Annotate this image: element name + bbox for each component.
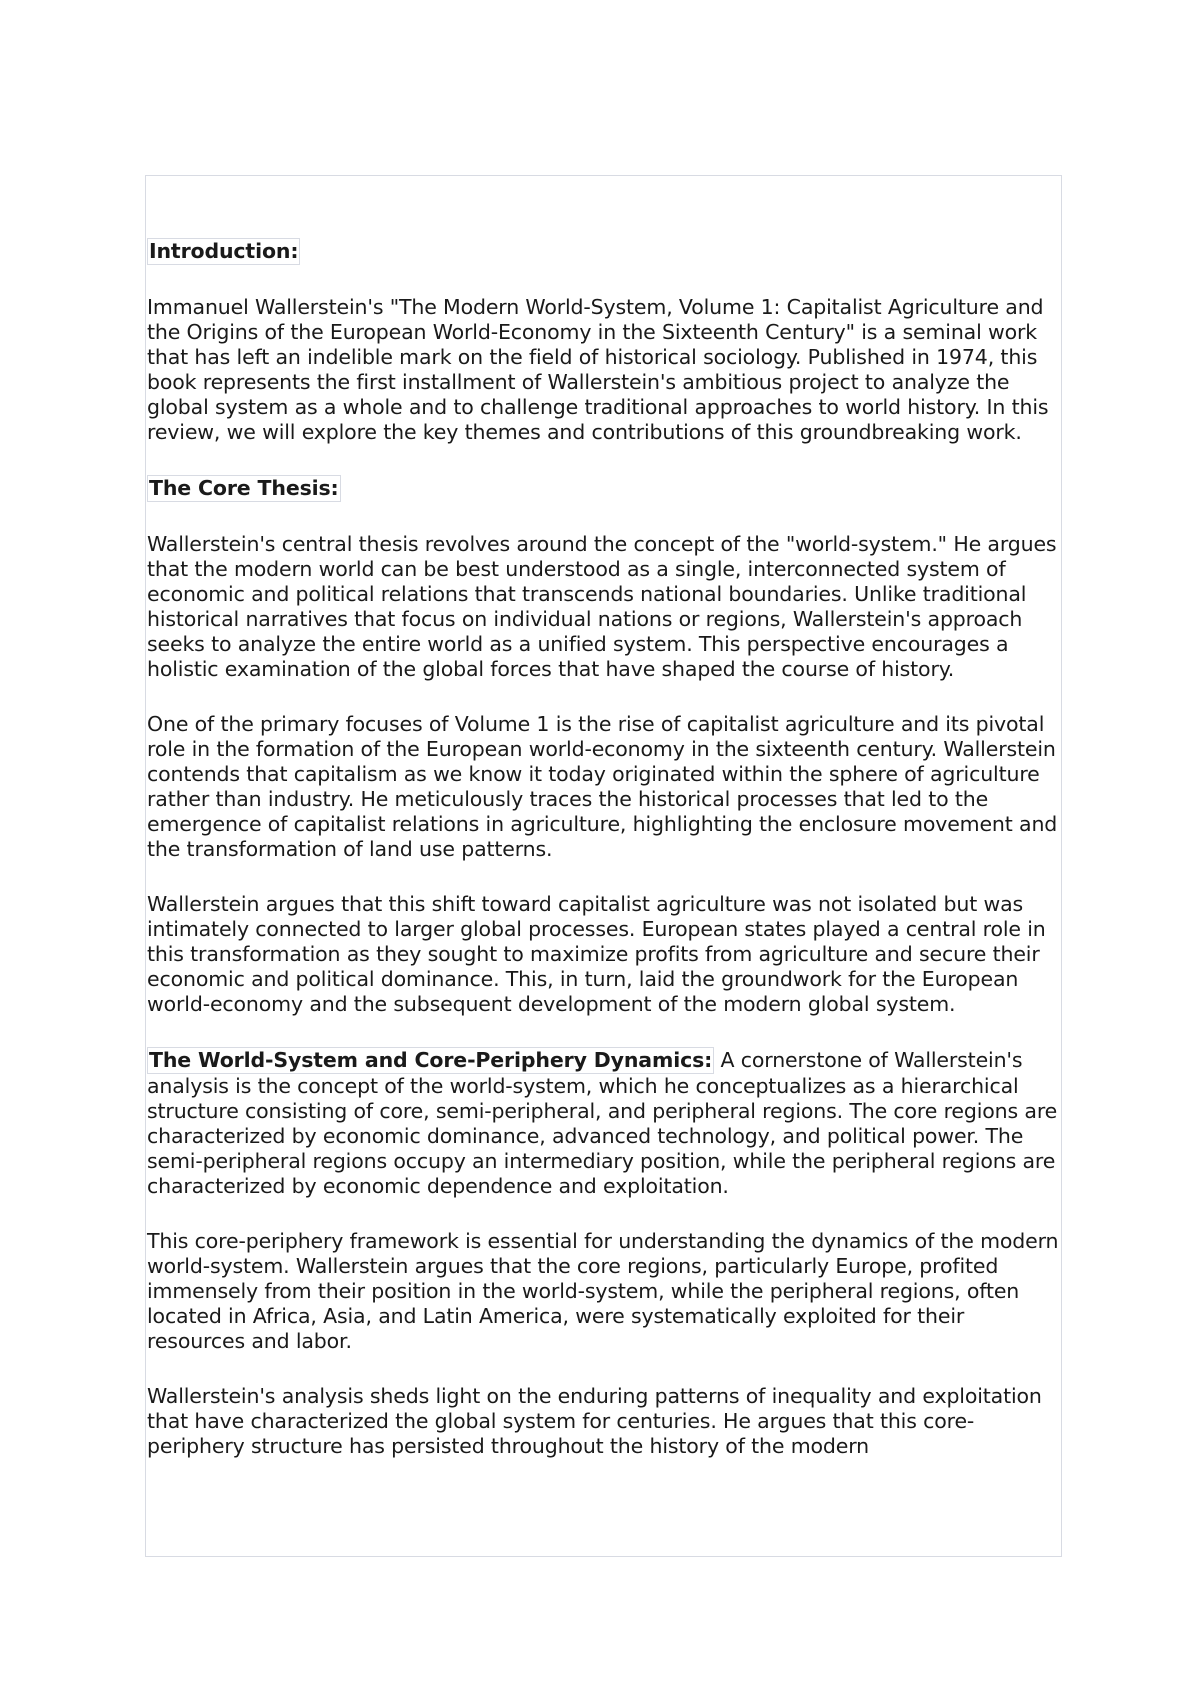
section-introduction-heading-block (147, 238, 1061, 265)
section-core-thesis-heading-block (147, 475, 1061, 502)
paragraph-world-system-1 (147, 1047, 1061, 1199)
paragraph-introduction: Immanuel Wallerstein's "The Modern World-System, Volume 1: Capitalist Agriculture and the Origins of the European World-Economy in the Sixteenth Century" is a seminal work that has left an indelible mark on the field of historical sociology. Published in 1974, this book represents the first installment of Wallerstein's ambitious project to analyze the global system as a whole and to challenge traditional approaches to world history. In this review, we will explore the key themes and contributions of this groundbreaking work. (147, 295, 1049, 444)
paragraph-world-system-1-text: A cornerstone of Wallerstein's analysis is the concept of the world-system, which he conceptualizes as a hierarchical structure consisting of core, semi-peripheral, and peripheral regions. The core regions are characterized by economic dominance, advanced technology, and political power. The semi-peripheral regions occupy an intermediary position, while the peripheral regions are characterized by economic dependence and exploitation. (147, 1048, 1058, 1198)
document-page (145, 175, 1062, 1557)
paragraph-world-system-3: Wallerstein's analysis sheds light on the enduring patterns of inequality and exploitation that have characterized the global system for centuries. He argues that this core-periphery structure has persisted throughout the history of the modern (147, 1384, 1042, 1458)
paragraph-world-system-2: This core-periphery framework is essential for understanding the dynamics of the modern world-system. Wallerstein argues that the core regions, particularly Europe, profited immensely from their position in the world-system, while the peripheral regions, often located in Africa, Asia, and Latin America, were systematically exploited for their resources and labor. (147, 1229, 1059, 1353)
heading-introduction: Introduction: (149, 239, 299, 263)
document-body (147, 238, 1061, 1489)
paragraph-core-thesis-1: Wallerstein's central thesis revolves around the concept of the "world-system." He argues that the modern world can be best understood as a single, interconnected system of economic and political relations that transcends national boundaries. Unlike traditional historical narratives that focus on individual nations or regions, Wallerstein's approach seeks to analyze the entire world as a unified system. This perspective encourages a holistic examination of the global forces that have shaped the course of history. (147, 532, 1057, 681)
paragraph-core-thesis-3: Wallerstein argues that this shift toward capitalist agriculture was not isolated but was intimately connected to larger global processes. European states played a central role in this transformation as they sought to maximize profits from agriculture and secure their economic and political dominance. This, in turn, laid the groundwork for the European world-economy and the subsequent development of the modern global system. (147, 892, 1046, 1016)
paragraph-core-thesis-2: One of the primary focuses of Volume 1 is the rise of capitalist agriculture and its pivotal role in the formation of the European world-economy in the sixteenth century. Wallerstein contends that capitalism as we know it today originated within the sphere of agriculture rather than industry. He meticulously traces the historical processes that led to the emergence of capitalist relations in agriculture, highlighting the enclosure movement and the transformation of land use patterns. (147, 712, 1058, 861)
heading-world-system: The World-System and Core-Periphery Dynamics: (149, 1048, 713, 1072)
heading-core-thesis: The Core Thesis: (149, 476, 339, 500)
